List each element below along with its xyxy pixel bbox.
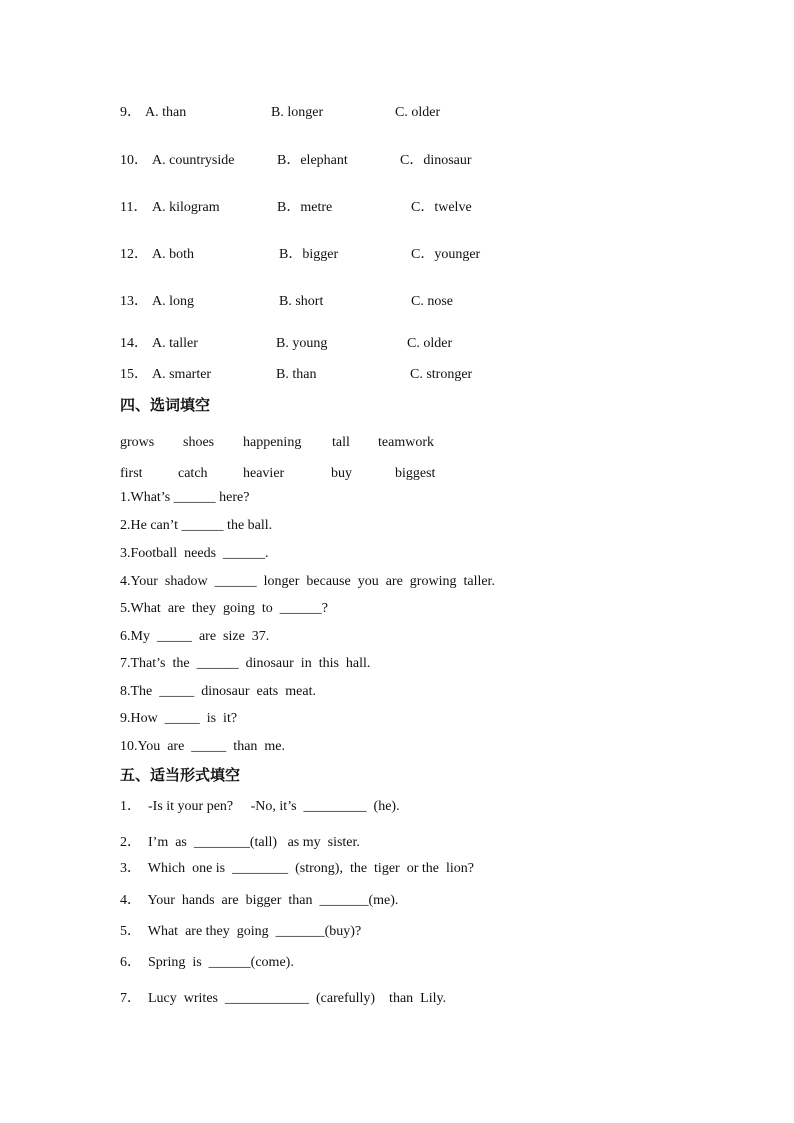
question-number: 14． <box>120 336 148 351</box>
option-b: B．metre <box>277 200 333 215</box>
option-b: B．elephant <box>277 153 348 168</box>
option-c: C．younger <box>411 247 481 262</box>
fill-blank-item: 6.My _____ are size 37. <box>120 629 270 644</box>
word-bank-word: grows <box>120 435 155 450</box>
option-a: A. than <box>145 105 187 120</box>
option-a: A. countryside <box>152 153 235 168</box>
question-number: 11． <box>120 200 148 215</box>
fill-blank-item: 9.How _____ is it? <box>120 711 238 726</box>
word-bank-word: biggest <box>395 466 436 481</box>
option-c: C．twelve <box>411 200 472 215</box>
fill-blank-item: 8.The _____ dinosaur eats meat. <box>120 684 316 699</box>
word-bank-word: shoes <box>183 435 215 450</box>
word-bank-word: heavier <box>243 466 285 481</box>
word-bank-word: buy <box>331 466 352 481</box>
option-a: A. kilogram <box>152 200 220 215</box>
word-bank-word: tall <box>332 435 350 450</box>
question-number: 15． <box>120 367 148 382</box>
option-a: A. long <box>152 294 194 309</box>
fill-blank-item: 7.That’s the ______ dinosaur in this hall. <box>120 656 371 671</box>
option-b: B．bigger <box>279 247 339 262</box>
fill-blank-item: 3.Football needs ______. <box>120 546 269 561</box>
question-number: 10． <box>120 153 148 168</box>
form-fill-item: 4． Your hands are bigger than _______(me). <box>120 893 399 908</box>
option-c: C. stronger <box>410 367 473 382</box>
option-c: C. older <box>407 336 453 351</box>
word-bank-word: teamwork <box>378 435 434 450</box>
form-fill-item: 7． Lucy writes ____________ (carefully) than Lily. <box>120 991 447 1006</box>
option-c: C. older <box>395 105 441 120</box>
section-heading: 四、选词填空 <box>120 396 211 414</box>
form-fill-item: 3． Which one is ________ (strong), the tiger or the lion? <box>120 861 474 876</box>
option-b: B. longer <box>271 105 324 120</box>
option-b: B. short <box>279 294 324 309</box>
question-number: 12． <box>120 247 148 262</box>
option-a: A. taller <box>152 336 198 351</box>
question-number: 13． <box>120 294 148 309</box>
form-fill-item: 2． I’m as ________(tall) as my sister. <box>120 835 360 850</box>
form-fill-item: 5． What are they going _______(buy)? <box>120 924 362 939</box>
fill-blank-item: 1.What’s ______ here? <box>120 490 250 505</box>
word-bank-word: first <box>120 466 143 481</box>
word-bank-word: happening <box>243 435 302 450</box>
section-heading: 五、适当形式填空 <box>120 766 241 784</box>
option-a: A. smarter <box>152 367 212 382</box>
option-b: B. than <box>276 367 317 382</box>
word-bank-word: catch <box>178 466 208 481</box>
option-c: C. nose <box>411 294 453 309</box>
fill-blank-item: 5.What are they going to ______? <box>120 601 329 616</box>
fill-blank-item: 2.He can’t ______ the ball. <box>120 518 273 533</box>
question-number: 9． <box>120 105 141 120</box>
option-c: C．dinosaur <box>400 153 472 168</box>
option-b: B. young <box>276 336 328 351</box>
fill-blank-item: 4.Your shadow ______ longer because you are growing taller. <box>120 574 495 589</box>
option-a: A. both <box>152 247 194 262</box>
form-fill-item: 6． Spring is ______(come). <box>120 955 294 970</box>
form-fill-item: 1． -Is it your pen? -No, it’s _________ (he). <box>120 799 400 814</box>
fill-blank-item: 10.You are _____ than me. <box>120 739 286 754</box>
